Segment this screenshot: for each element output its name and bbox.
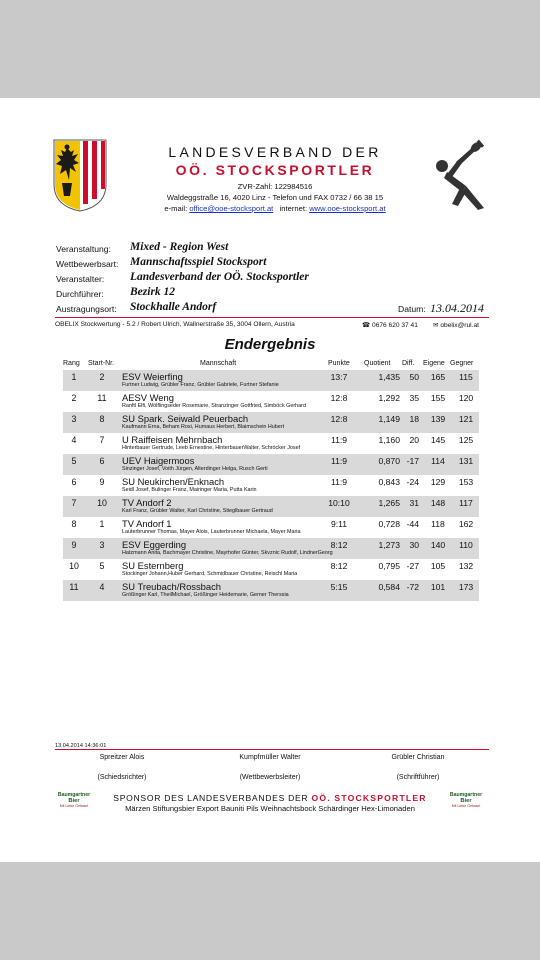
cell-players: Lauterbrunner Thomas, Mayer Alois, Lauterbrunner Michaela, Mayer Maria bbox=[122, 529, 301, 535]
cell-start: 2 bbox=[99, 372, 105, 382]
cell-quotient: 1,149 bbox=[378, 414, 400, 424]
cell-diff: 30 bbox=[409, 540, 419, 550]
table-row bbox=[63, 433, 479, 454]
table-row bbox=[63, 580, 479, 601]
cell-team: ESV Eggerding bbox=[122, 539, 187, 550]
cell-eigene: 114 bbox=[431, 456, 445, 466]
beer-logo-line2: Bier bbox=[68, 798, 80, 804]
signature-name-wettbewerbsleiter: Kumpfmüller Walter bbox=[239, 754, 301, 761]
cell-punkte: 5:15 bbox=[330, 582, 348, 592]
datum-value: 13.04.2014 bbox=[430, 301, 484, 315]
cell-players: Hatzmann Anita, Bachmayer Christine, Mayrhofer Günter, Skvznic Rudolf, LindnerGeorg bbox=[122, 550, 333, 556]
table-row bbox=[63, 538, 479, 559]
cell-gegner: 132 bbox=[458, 561, 474, 571]
beer-logo-line2: Bier bbox=[460, 798, 472, 804]
beer-logo-line1: Baumgartner bbox=[57, 792, 91, 798]
beer-logo-line3: Mit Liebe Gebraut bbox=[451, 804, 481, 808]
cell-team: SU Treubach/Rossbach bbox=[122, 581, 222, 592]
divider-red bbox=[55, 317, 489, 318]
sponsor-line bbox=[100, 793, 440, 803]
cell-diff: -27 bbox=[406, 561, 419, 571]
cell-start: 4 bbox=[99, 582, 105, 592]
cell-gegner: 115 bbox=[459, 372, 473, 382]
col-header-gegner: Gegner bbox=[450, 360, 474, 367]
cell-gegner: 121 bbox=[458, 414, 474, 424]
info-value-veranstalter: Landesverband der OÖ. Stocksportler bbox=[130, 271, 309, 283]
cell-punkte: 8:12 bbox=[330, 561, 348, 571]
cell-rang: 3 bbox=[71, 414, 77, 424]
cell-diff: 18 bbox=[409, 414, 419, 424]
software-credit: OBELIX Stockwertung - 5.2 / Robert Ulrich, Wallnerstraße 35, 3004 Ollern, Austria bbox=[55, 321, 295, 328]
col-header-start: Start-Nr. bbox=[88, 360, 115, 367]
cell-quotient: 1,292 bbox=[378, 393, 400, 403]
signature-role-schriftfuehrer: (Schriftführer) bbox=[396, 774, 440, 781]
cell-gegner: 120 bbox=[458, 393, 474, 403]
table-row bbox=[63, 496, 479, 517]
info-label-austragungsort: Austragungsort: bbox=[56, 304, 117, 314]
cell-eigene: 139 bbox=[430, 414, 446, 424]
print-timestamp: 13.04.2014 14:36:01 bbox=[55, 743, 107, 749]
cell-gegner: 173 bbox=[458, 582, 474, 592]
cell-diff: 31 bbox=[409, 498, 419, 508]
header-contact-line bbox=[120, 204, 430, 213]
sponsor-org: OÖ. STOCKSPORTLER bbox=[311, 793, 427, 803]
beer-logo-left bbox=[54, 792, 94, 814]
beer-logo-line3: Mit Liebe Gebraut bbox=[59, 804, 89, 808]
cell-start: 7 bbox=[99, 435, 105, 445]
cell-team: SU Neukirchen/Enknach bbox=[122, 476, 225, 487]
sponsor-prefix: SPONSOR DES LANDESVERBANDES DER bbox=[113, 793, 309, 803]
footer-divider-red bbox=[55, 749, 489, 750]
header-title-line2: OÖ. STOCKSPORTLER bbox=[175, 162, 375, 178]
cell-rang: 6 bbox=[71, 477, 77, 487]
header-zvr: ZVR-Zahl: 122984516 bbox=[237, 182, 313, 191]
cell-punkte: 13:7 bbox=[330, 372, 348, 382]
cell-punkte: 10:10 bbox=[328, 498, 350, 508]
col-header-rang: Rang bbox=[63, 360, 80, 367]
cell-start: 1 bbox=[99, 519, 105, 529]
cell-punkte: 9:11 bbox=[330, 519, 348, 529]
info-value-veranstaltung: Mixed - Region West bbox=[130, 241, 229, 253]
cell-quotient: 0,584 bbox=[378, 582, 400, 592]
coat-of-arms-icon bbox=[52, 138, 108, 213]
table-row bbox=[63, 475, 479, 496]
cell-eigene: 145 bbox=[430, 435, 446, 445]
cell-start: 11 bbox=[97, 393, 107, 403]
cell-diff: -72 bbox=[406, 582, 419, 592]
cell-gegner: 153 bbox=[458, 477, 474, 487]
cell-gegner: 110 bbox=[459, 540, 473, 550]
cell-diff: 35 bbox=[409, 393, 419, 403]
info-label-veranstalter: Veranstalter: bbox=[56, 274, 105, 284]
cell-players: Sinzinger Josef, Voith Jürgen, Alterdinger Helga, Rusch Gerti bbox=[122, 466, 268, 472]
beer-logo-right bbox=[446, 792, 486, 814]
email-label: e-mail: bbox=[164, 204, 188, 213]
result-title: Endergebnis bbox=[224, 336, 316, 353]
cell-players: Hinterbauer Gertrude, Leeb Ernestine, HinterbauerWalter, Schröcker Josef bbox=[122, 445, 301, 451]
cell-rang: 2 bbox=[71, 393, 77, 403]
email-link[interactable]: office@ooe-stocksport.at bbox=[189, 204, 274, 213]
cell-quotient: 1,273 bbox=[378, 540, 400, 550]
contact-phone: ☎ 0676 620 37 41 bbox=[362, 322, 418, 329]
cell-quotient: 1,435 bbox=[378, 372, 400, 382]
cell-eigene: 155 bbox=[430, 393, 446, 403]
cell-players: Stockinger Johann,Huber Gerhard, Schmidbauer Christine, Reischl Maria bbox=[122, 571, 298, 577]
cell-eigene: 148 bbox=[430, 498, 446, 508]
table-row bbox=[63, 559, 479, 580]
cell-eigene: 101 bbox=[430, 582, 446, 592]
cell-rang: 10 bbox=[69, 561, 79, 571]
datum-label: Datum: bbox=[398, 304, 426, 314]
beer-logo-line1: Baumgartner bbox=[449, 792, 483, 798]
cell-team: ESV Weierfing bbox=[122, 371, 183, 382]
cell-diff: 50 bbox=[409, 372, 419, 382]
cell-players: Furtner Ludwig, Grübler Franz, Grübler Gabriele, Furtner Stefanie bbox=[122, 382, 279, 388]
cell-punkte: 11:9 bbox=[330, 456, 348, 466]
cell-rang: 9 bbox=[71, 540, 77, 550]
signature-name-schiedsrichter: Spreitzer Alois bbox=[99, 754, 145, 761]
cell-eigene: 105 bbox=[430, 561, 446, 571]
cell-quotient: 1,160 bbox=[378, 435, 400, 445]
cell-start: 5 bbox=[99, 561, 105, 571]
cell-start: 3 bbox=[99, 540, 105, 550]
cell-rang: 4 bbox=[71, 435, 77, 445]
cell-eigene: 165 bbox=[430, 372, 446, 382]
cell-team: TV Andorf 2 bbox=[122, 497, 172, 508]
cell-players: Seidl Josef, Bulinger Franz, Mairinger Maria, Putta Karin bbox=[122, 487, 257, 493]
contact-email: ✉ obelix@rul.at bbox=[433, 322, 479, 329]
cell-quotient: 1,265 bbox=[378, 498, 400, 508]
cell-start: 10 bbox=[97, 498, 107, 508]
info-label-veranstaltung: Veranstaltung: bbox=[56, 244, 111, 254]
col-header-diff: Diff. bbox=[402, 360, 415, 367]
cell-start: 8 bbox=[99, 414, 105, 424]
cell-team: UEV Haigermoos bbox=[122, 455, 195, 466]
col-header-team: Mannschaft bbox=[200, 360, 237, 367]
cell-start: 9 bbox=[99, 477, 105, 487]
cell-eigene: 118 bbox=[431, 519, 445, 529]
info-label-durchfuehrer: Durchführer: bbox=[56, 289, 104, 299]
cell-punkte: 12:8 bbox=[330, 414, 348, 424]
cell-punkte: 12:8 bbox=[330, 393, 348, 403]
cell-players: Ranftl Elfi, Wölflingseder Rosemarie, Stranzinger Gottfried, Simböck Gerhard bbox=[122, 403, 306, 409]
website-link[interactable]: www.ooe-stocksport.at bbox=[309, 204, 386, 213]
cell-team: SU Esternberg bbox=[122, 560, 184, 571]
cell-diff: -24 bbox=[406, 477, 419, 487]
cell-punkte: 8:12 bbox=[330, 540, 348, 550]
table-row bbox=[63, 391, 479, 412]
cell-diff: -44 bbox=[406, 519, 419, 529]
cell-team: SU Spark. Seiwald Peuerbach bbox=[122, 413, 249, 424]
header-title-line1: LANDESVERBAND DER bbox=[168, 144, 382, 160]
cell-eigene: 129 bbox=[430, 477, 446, 487]
cell-gegner: 162 bbox=[458, 519, 474, 529]
cell-team: AESV Weng bbox=[122, 392, 174, 403]
cell-rang: 1 bbox=[71, 372, 77, 382]
cell-players: Kaufmann Erna, Beham Rosi, Humaus Herbert, Blaimschein Hubert bbox=[122, 424, 285, 430]
info-value-durchfuehrer: Bezirk 12 bbox=[130, 286, 176, 298]
cell-start: 6 bbox=[99, 456, 105, 466]
cell-team: TV Andorf 1 bbox=[122, 518, 172, 529]
internet-label: internet: bbox=[279, 204, 308, 213]
sponsor-products: Märzen Stiftungsbier Export Bauniti Pils Weihnachtsbock Schärdinger Hex-Limonaden bbox=[125, 804, 415, 813]
signature-role-schiedsrichter: (Schiedsrichter) bbox=[97, 774, 147, 781]
results-document bbox=[0, 98, 540, 862]
stocksport-player-icon bbox=[430, 138, 490, 210]
cell-eigene: 140 bbox=[430, 540, 446, 550]
cell-quotient: 0,870 bbox=[378, 456, 400, 466]
header-address: Waldeggstraße 16, 4020 Linz - Telefon und FAX 0732 / 66 38 15 bbox=[166, 193, 384, 202]
col-header-punkte: Punkte bbox=[328, 360, 350, 367]
signature-role-wettbewerbsleiter: (Wettbewerbsleiter) bbox=[239, 774, 301, 781]
cell-quotient: 0,843 bbox=[378, 477, 400, 487]
table-row bbox=[63, 454, 479, 475]
cell-rang: 7 bbox=[71, 498, 77, 508]
info-value-wettbewerbsart: Mannschaftsspiel Stocksport bbox=[130, 256, 267, 268]
cell-gegner: 131 bbox=[458, 456, 474, 466]
cell-rang: 5 bbox=[71, 456, 77, 466]
info-label-wettbewerbsart: Wettbewerbsart: bbox=[56, 259, 119, 269]
table-row bbox=[63, 412, 479, 433]
cell-gegner: 125 bbox=[458, 435, 474, 445]
cell-quotient: 0,728 bbox=[378, 519, 400, 529]
cell-quotient: 0,795 bbox=[378, 561, 400, 571]
cell-rang: 11 bbox=[69, 582, 79, 592]
col-header-eigene: Eigene bbox=[423, 360, 445, 367]
cell-punkte: 11:9 bbox=[330, 435, 348, 445]
cell-gegner: 117 bbox=[459, 498, 473, 508]
info-value-austragungsort: Stockhalle Andorf bbox=[130, 301, 217, 313]
cell-punkte: 11:9 bbox=[330, 477, 348, 487]
cell-diff: -17 bbox=[406, 456, 419, 466]
signature-name-schriftfuehrer: Grübler Christian bbox=[391, 754, 445, 761]
col-header-quotient: Quotient bbox=[364, 360, 391, 367]
cell-diff: 20 bbox=[409, 435, 419, 445]
cell-players: Karl Franz, Grübler Walter, Karl Christine, Stieglbauer Gertraud bbox=[122, 508, 273, 514]
cell-rang: 8 bbox=[71, 519, 77, 529]
cell-players: Größinger Karl, TheilMichael, Größinger Heidemarie, Gerner Therssia bbox=[122, 592, 289, 598]
table-row bbox=[63, 370, 479, 391]
cell-team: U Raiffeisen Mehrnbach bbox=[122, 434, 223, 445]
table-row bbox=[63, 517, 479, 538]
